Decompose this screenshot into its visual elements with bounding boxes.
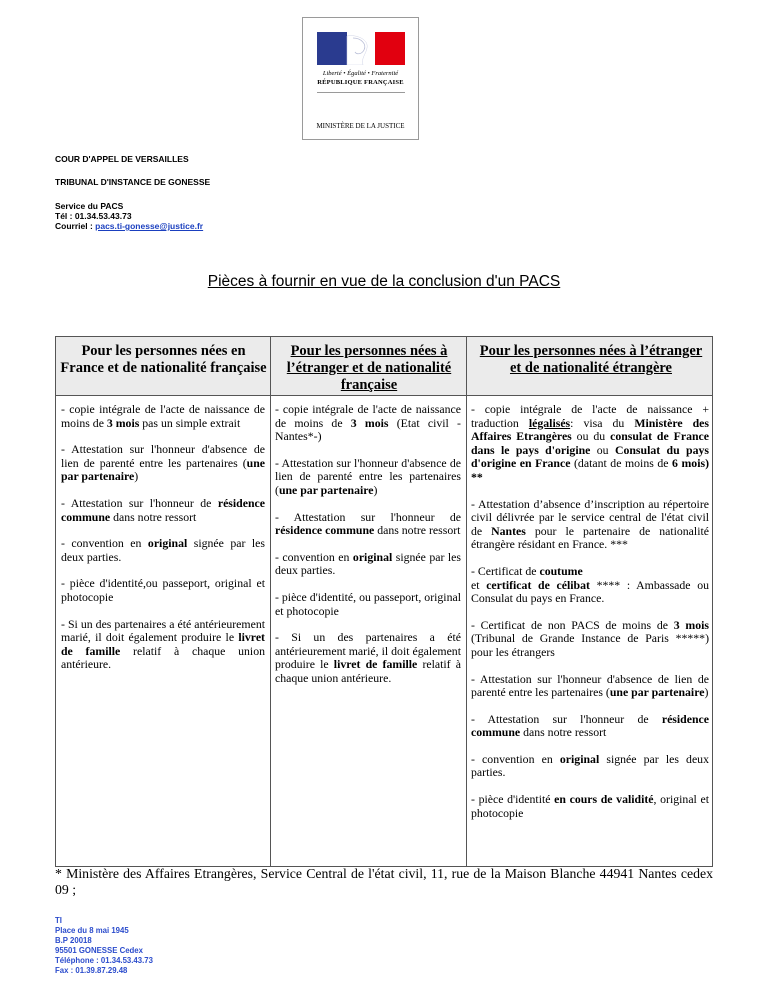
service-email (55, 221, 203, 231)
republic-motto: Liberté • Égalité • Fraternité (322, 70, 399, 77)
column-divider (270, 337, 271, 866)
ministry-logo (302, 17, 419, 140)
service-phone: Tél : 01.34.53.43.73 (55, 211, 132, 221)
address-phone: Téléphone : 01.34.53.43.73 (55, 956, 153, 965)
list-item: - copie intégrale de l'acte de naissance de moins de 3 mois (Etat civil - Nantes*-) (275, 402, 461, 444)
list-item: - Attestation sur l'honneur de résidence commune dans notre ressort (275, 509, 461, 538)
list-item: - Attestation d’absence d’inscription au répertoire civil délivrée par le service central de l'état civil de Nantes pour le partenaire de nationalité étrangère résidant en France. *** (471, 496, 709, 552)
address-line: 95501 GONESSE Cedex (55, 946, 143, 955)
list-item: - Attestation sur l'honneur de résidence commune dans notre ressort (471, 711, 709, 740)
list-item: - Attestation sur l'honneur de résidence commune dans notre ressort (61, 495, 265, 524)
email-label: Courriel : (55, 221, 96, 231)
list-item: - Certificat de non PACS de moins de 3 mois (Tribunal de Grande Instance de Paris *****) pour les étrangers (471, 617, 709, 659)
list-item: - copie intégrale de l'acte de naissance + traduction légalisés: visa du Ministère des Affaires Etrangères ou du consulat de France dans le pays d'origine ou Consulat du pays d'origine en France (datant de moins de 6 mois) ** (471, 402, 709, 484)
address-line: TI (55, 916, 62, 925)
logo-divider (317, 92, 405, 93)
list-item: - convention en original signée par les deux parties. (471, 751, 709, 780)
documents-table (55, 336, 713, 867)
list-item: - pièce d'identité,ou passeport, original et photocopie (61, 576, 265, 604)
column-heading-born-france: Pour les personnes nées en France et de nationalité française (60, 343, 267, 376)
column-born-abroad-foreign (471, 403, 709, 820)
service-name: Service du PACS (55, 201, 124, 211)
table-header-row (56, 337, 712, 396)
tribunal-name: TRIBUNAL D'INSTANCE DE GONESSE (55, 177, 211, 187)
list-item: - Attestation sur l'honneur d'absence de lien de parenté entre les partenaires (une par partenaire) (471, 671, 709, 700)
list-item: - pièce d'identité, ou passeport, original et photocopie (275, 589, 461, 618)
list-item: - copie intégrale de l'acte de naissance de moins de 3 mois pas un simple extrait (61, 402, 265, 430)
page-title: Pièces à fournir en vue de la conclusion d'un PACS (207, 273, 561, 290)
ministry-name: MINISTÈRE DE LA JUSTICE (316, 122, 405, 130)
column-heading-born-abroad-french: Pour les personnes nées à l’étranger et de nationalité française (286, 343, 452, 393)
court-name: COUR D'APPEL DE VERSAILLES (55, 154, 189, 164)
tribunal-address (55, 916, 153, 976)
marianne-flag-icon (317, 32, 405, 65)
republic-name: RÉPUBLIQUE FRANÇAISE (317, 79, 404, 86)
list-item: - convention en original signée par les deux parties. (275, 549, 461, 578)
list-item: - Si un des partenaires a été antérieurement marié, il doit également produire le livret de famille relatif à chaque union antérieure. (275, 630, 461, 685)
address-fax: Fax : 01.39.87.29.48 (55, 966, 128, 975)
column-born-france (61, 403, 265, 685)
column-heading-born-abroad-foreign: Pour les personnes nées à l’étranger et de nationalité étrangère (479, 343, 703, 376)
footnote: * Ministère des Affaires Etrangères, Service Central de l'état civil, 11, rue de la Maison Blanche 44941 Nantes cedex 09 ; (55, 866, 713, 897)
address-line: Place du 8 mai 1945 (55, 926, 129, 935)
list-item: - Attestation sur l'honneur d'absence de lien de parenté entre les partenaires (une par partenaire) (61, 442, 265, 484)
column-divider (466, 337, 467, 866)
address-line: B.P 20018 (55, 936, 92, 945)
list-item: - Attestation sur l'honneur d'absence de lien de parenté entre les partenaires (une par partenaire) (275, 455, 461, 497)
list-item: - convention en original signée par les deux parties. (61, 536, 265, 564)
list-item: - Certificat de coutume et certificat de célibat **** : Ambassade ou Consulat du pays en France. (471, 563, 709, 606)
list-item: - Si un des partenaires a été antérieurement marié, il doit également produire le livret de famille relatif à chaque union antérieure. (61, 616, 265, 672)
email-link[interactable]: pacs.ti-gonesse@justice.fr (95, 221, 204, 231)
column-born-abroad-french (275, 403, 461, 699)
list-item: - pièce d'identité en cours de validité, original et photocopie (471, 792, 709, 820)
